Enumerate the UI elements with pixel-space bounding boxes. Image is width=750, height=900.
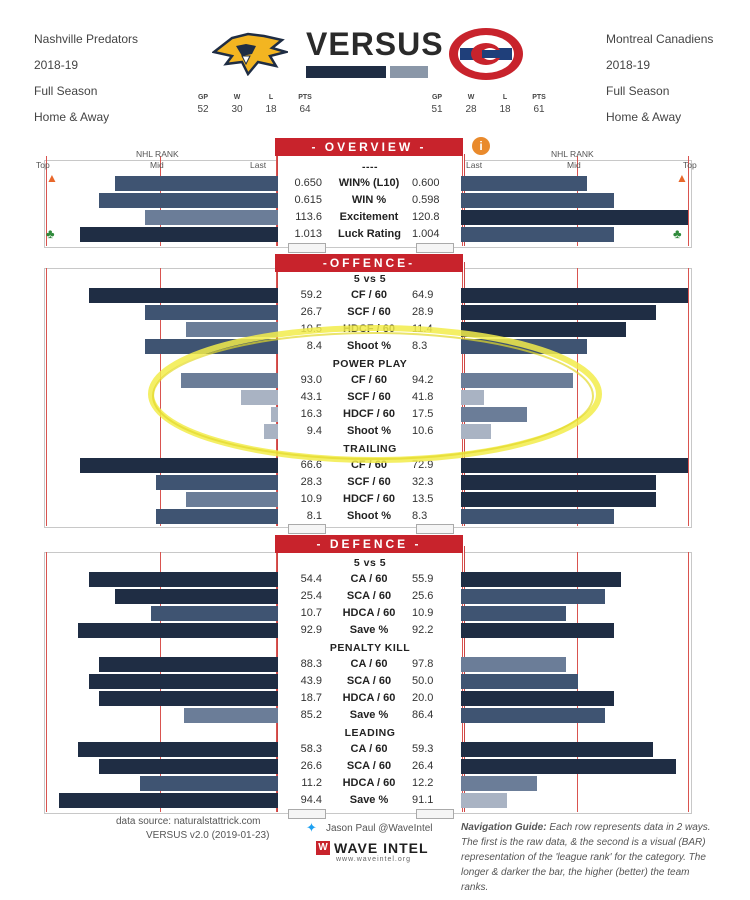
metric-label: Save % <box>349 624 389 636</box>
left-rank-bar <box>115 176 278 191</box>
left-rank-bar <box>99 657 278 672</box>
left-stat-value: 54.4 <box>300 573 322 585</box>
overview-subhead: ---- <box>362 161 378 173</box>
offence-5v5-subhead: 5 vs 5 <box>353 273 387 285</box>
offence-trailing-subhead: TRAILING <box>343 443 397 455</box>
left-rank-bar <box>99 193 278 208</box>
left-rank-bar <box>156 509 278 524</box>
left-stat-value: 0.615 <box>294 194 322 206</box>
metric-label: SCF / 60 <box>347 476 391 488</box>
left-stat-label: L <box>268 94 274 101</box>
left-stat-value: 94.4 <box>300 794 322 806</box>
left-stat <box>294 94 316 115</box>
right-stat <box>528 94 550 115</box>
left-rank-bar <box>99 759 278 774</box>
left-nhl-rank-label: NHL RANK <box>136 149 179 159</box>
right-stat-label: W <box>467 94 475 101</box>
left-team-info <box>34 26 138 130</box>
version-label: VERSUS v2.0 (2019-01-23) <box>146 830 270 841</box>
left-team-span: Full Season <box>34 84 98 98</box>
right-rank-bar <box>461 776 537 791</box>
metric-label: CF / 60 <box>350 459 388 471</box>
left-stat-value: 18.7 <box>300 692 322 704</box>
metric-label: WIN% (L10) <box>338 177 400 189</box>
right-stat-value: 28 <box>465 104 477 115</box>
right-stat-value: 20.0 <box>412 692 434 704</box>
left-stat-value: 93.0 <box>300 374 322 386</box>
right-rank-bar <box>461 572 621 587</box>
left-stat-value: 92.9 <box>300 624 322 636</box>
left-stat-value: 10.7 <box>300 607 322 619</box>
right-rank-bar <box>461 193 614 208</box>
left-rank-bar <box>80 227 278 242</box>
left-stat-value: 8.4 <box>306 340 322 352</box>
right-stat-value: 28.9 <box>412 306 434 318</box>
right-fire-icon: ▲ <box>676 171 688 185</box>
rank-reference-line <box>46 268 47 526</box>
left-stat-value: 30 <box>231 104 243 115</box>
left-team-name: Nashville Predators <box>34 32 139 46</box>
right-stat-value: 94.2 <box>412 374 434 386</box>
right-stat-value: 25.6 <box>412 590 434 602</box>
right-stat-value: 55.9 <box>412 573 434 585</box>
brand-url[interactable]: www.waveintel.org <box>336 856 411 863</box>
left-stat-value: 64 <box>299 104 311 115</box>
info-icon[interactable]: i <box>472 137 490 155</box>
metric-label: HDCF / 60 <box>343 493 395 505</box>
metric-label: Shoot % <box>347 340 391 352</box>
right-stat-value: 59.3 <box>412 743 434 755</box>
right-rank-bar <box>461 657 566 672</box>
right-rank-bar <box>461 708 605 723</box>
metric-label: Save % <box>349 794 389 806</box>
twitter-icon[interactable]: ✦ <box>306 820 317 835</box>
right-stat-value: 97.8 <box>412 658 434 670</box>
overview-right-tab <box>416 243 454 253</box>
right-nhl-rank-label: NHL RANK <box>551 149 594 159</box>
right-clover-icon: ♣ <box>673 226 682 241</box>
left-stat-value: 10.5 <box>300 323 322 335</box>
metric-label: CA / 60 <box>350 743 388 755</box>
left-last-label: Last <box>250 160 267 170</box>
left-rank-bar <box>89 674 278 689</box>
metric-label: Luck Rating <box>338 228 401 240</box>
power-play-highlight-ellipse <box>140 320 610 470</box>
right-team-season: 2018-19 <box>606 58 651 72</box>
left-stat-value: 18 <box>265 104 277 115</box>
right-stat-value: 17.5 <box>412 408 434 420</box>
right-rank-bar <box>461 691 614 706</box>
left-team-venue: Home & Away <box>34 110 110 124</box>
right-stat-label: L <box>502 94 508 101</box>
right-stat-value: 41.8 <box>412 391 434 403</box>
left-rank-bar <box>78 742 278 757</box>
metric-label: Shoot % <box>347 510 391 522</box>
right-rank-bar <box>461 227 614 242</box>
left-stat-value: 85.2 <box>300 709 322 721</box>
right-rank-bar <box>461 759 676 774</box>
right-mid-label: Mid <box>567 160 581 170</box>
left-rank-bar <box>89 288 278 303</box>
canadiens-logo-icon <box>446 26 526 82</box>
left-stat-value: 43.9 <box>300 675 322 687</box>
left-rank-bar <box>186 492 278 507</box>
left-stat-value: 52 <box>197 104 209 115</box>
metric-label: SCF / 60 <box>347 306 391 318</box>
left-stat-value: 9.4 <box>306 425 322 437</box>
right-stat-value: 12.2 <box>412 777 434 789</box>
offence-right-tab <box>416 524 454 534</box>
left-stat-value: 113.6 <box>295 211 322 223</box>
defence-left-tab <box>288 809 326 819</box>
right-stat-value: 92.2 <box>412 624 434 636</box>
left-rank-bar <box>184 708 278 723</box>
defence-5v5-subhead: 5 vs 5 <box>353 557 387 569</box>
left-stat <box>260 94 282 115</box>
right-rank-bar <box>461 210 688 225</box>
left-stat-value: 10.9 <box>300 493 322 505</box>
right-stat-value: 10.6 <box>412 425 434 437</box>
right-last-label: Last <box>466 160 483 170</box>
left-stat-value: 25.4 <box>300 590 322 602</box>
rank-reference-line <box>688 268 689 526</box>
right-rank-bar <box>461 589 605 604</box>
right-stat-value: 1.004 <box>412 228 440 240</box>
left-rank-bar <box>115 589 278 604</box>
right-top-label: Top <box>683 160 697 170</box>
metric-label: HDCA / 60 <box>342 607 396 619</box>
left-fire-icon: ▲ <box>46 171 58 185</box>
left-stat-value: 1.013 <box>294 228 322 240</box>
metric-label: HDCA / 60 <box>342 777 396 789</box>
offence-left-tab <box>288 524 326 534</box>
left-rank-bar <box>145 210 278 225</box>
metric-label: SCA / 60 <box>346 760 392 772</box>
brand-name: WAVE INTEL <box>334 840 429 856</box>
versus-title: VERSUS <box>306 26 444 62</box>
wave-intel-logo-icon: W <box>316 841 330 855</box>
right-team-span: Full Season <box>606 84 670 98</box>
right-stat-value: 11.4 <box>412 323 433 335</box>
right-stat-value: 64.9 <box>412 289 434 301</box>
right-rank-bar <box>461 475 656 490</box>
right-rank-bar <box>461 674 578 689</box>
left-stat-value: 28.3 <box>300 476 322 488</box>
left-stat-label: W <box>233 94 241 101</box>
right-stat-value: 18 <box>499 104 511 115</box>
metric-label: CF / 60 <box>350 374 388 386</box>
left-stat <box>192 94 214 115</box>
defence-penalty-kill-subhead: PENALTY KILL <box>329 642 411 654</box>
metric-label: CA / 60 <box>350 573 388 585</box>
metric-label: SCA / 60 <box>346 590 392 602</box>
right-stat-value: 0.600 <box>412 177 440 189</box>
data-source: data source: naturalstattrick.com <box>116 816 261 827</box>
metric-label: HDCA / 60 <box>342 692 396 704</box>
left-stat-value: 66.6 <box>300 459 322 471</box>
versus-bar-light <box>390 66 428 78</box>
right-stat <box>494 94 516 115</box>
versus-bar-dark <box>306 66 386 78</box>
left-rank-bar <box>78 623 278 638</box>
right-stat-value: 120.8 <box>412 211 440 223</box>
left-mid-label: Mid <box>150 160 164 170</box>
overview-header: - OVERVIEW - <box>275 138 463 156</box>
right-stat <box>460 94 482 115</box>
left-stat-value: 26.6 <box>300 760 322 772</box>
metric-label: Excitement <box>339 211 399 223</box>
right-rank-bar <box>461 492 656 507</box>
left-stat-value: 16.3 <box>300 408 322 420</box>
right-rank-bar <box>461 742 653 757</box>
metric-label: HDCF / 60 <box>343 408 395 420</box>
navigation-guide <box>461 820 711 895</box>
right-rank-bar <box>461 606 566 621</box>
defence-header: - DEFENCE - <box>275 535 463 553</box>
left-stat-value: 58.3 <box>300 743 322 755</box>
metric-label: Shoot % <box>347 425 391 437</box>
right-stat-value: 86.4 <box>412 709 434 721</box>
left-rank-bar <box>89 572 278 587</box>
offence-header: -OFFENCE- <box>275 254 463 272</box>
left-clover-icon: ♣ <box>46 226 55 241</box>
right-stat-value: 32.3 <box>412 476 434 488</box>
left-rank-bar <box>151 606 278 621</box>
metric-label: SCF / 60 <box>347 391 391 403</box>
right-rank-bar <box>461 509 614 524</box>
left-stat-label: PTS <box>298 94 312 101</box>
right-stat-value: 51 <box>431 104 443 115</box>
rank-reference-line <box>46 552 47 812</box>
right-stat-value: 26.4 <box>412 760 434 772</box>
right-stat-value: 61 <box>533 104 545 115</box>
metric-label: WIN % <box>351 194 387 206</box>
navigation-guide-text: Each row represents data in 2 ways. The first is the raw data, & the second is a visual (BAR) representation of the 'league rank' for the category. The longer & darker the bar, the higher (better) the team ranks. <box>461 822 711 893</box>
right-stat-value: 72.9 <box>412 459 434 471</box>
defence-leading-subhead: LEADING <box>344 727 396 739</box>
right-team-venue: Home & Away <box>606 110 682 124</box>
navigation-guide-title: Navigation Guide: <box>461 822 547 833</box>
left-rank-bar <box>99 691 278 706</box>
left-stat <box>226 94 248 115</box>
author-handle[interactable]: Jason Paul @WaveIntel <box>326 823 433 834</box>
left-rank-bar <box>145 305 278 320</box>
left-stat-value: 88.3 <box>300 658 322 670</box>
left-stat-label: GP <box>197 94 209 101</box>
right-rank-bar <box>461 793 507 808</box>
left-rank-bar <box>156 475 278 490</box>
right-stat-value: 10.9 <box>412 607 434 619</box>
offence-power-play-subhead: POWER PLAY <box>332 358 408 370</box>
right-rank-bar <box>461 288 688 303</box>
metric-label: Save % <box>349 709 389 721</box>
left-stat-value: 26.7 <box>300 306 322 318</box>
left-stat-value: 11.2 <box>301 777 322 789</box>
right-stat-value: 50.0 <box>412 675 434 687</box>
metric-label: CA / 60 <box>350 658 388 670</box>
right-stat-label: GP <box>431 94 443 101</box>
right-stat-value: 0.598 <box>412 194 440 206</box>
left-top-label: Top <box>36 160 50 170</box>
right-stat-value: 8.3 <box>412 510 428 522</box>
left-rank-bar <box>59 793 278 808</box>
overview-left-tab <box>288 243 326 253</box>
left-rank-bar <box>140 776 278 791</box>
left-stat-value: 59.2 <box>300 289 322 301</box>
right-rank-bar <box>461 623 614 638</box>
defence-right-tab <box>416 809 454 819</box>
right-team-name: Montreal Canadiens <box>606 32 714 46</box>
right-stat <box>426 94 448 115</box>
metric-label: HDCF / 60 <box>343 323 395 335</box>
predators-logo-icon <box>212 30 288 76</box>
left-stat-value: 43.1 <box>300 391 322 403</box>
right-team-info <box>606 26 716 130</box>
right-stat-value: 91.1 <box>412 794 434 806</box>
right-stat-value: 8.3 <box>412 340 428 352</box>
rank-reference-line <box>688 552 689 812</box>
left-team-season: 2018-19 <box>34 58 79 72</box>
right-rank-bar <box>461 176 587 191</box>
right-rank-bar <box>461 305 656 320</box>
versus-logo <box>306 26 444 80</box>
right-team-record <box>426 94 550 115</box>
metric-label: CF / 60 <box>350 289 388 301</box>
left-stat-value: 0.650 <box>294 177 322 189</box>
left-stat-value: 8.1 <box>306 510 322 522</box>
right-stat-label: PTS <box>532 94 546 101</box>
metric-label: SCA / 60 <box>346 675 392 687</box>
right-stat-value: 13.5 <box>412 493 434 505</box>
left-team-record <box>192 94 316 115</box>
